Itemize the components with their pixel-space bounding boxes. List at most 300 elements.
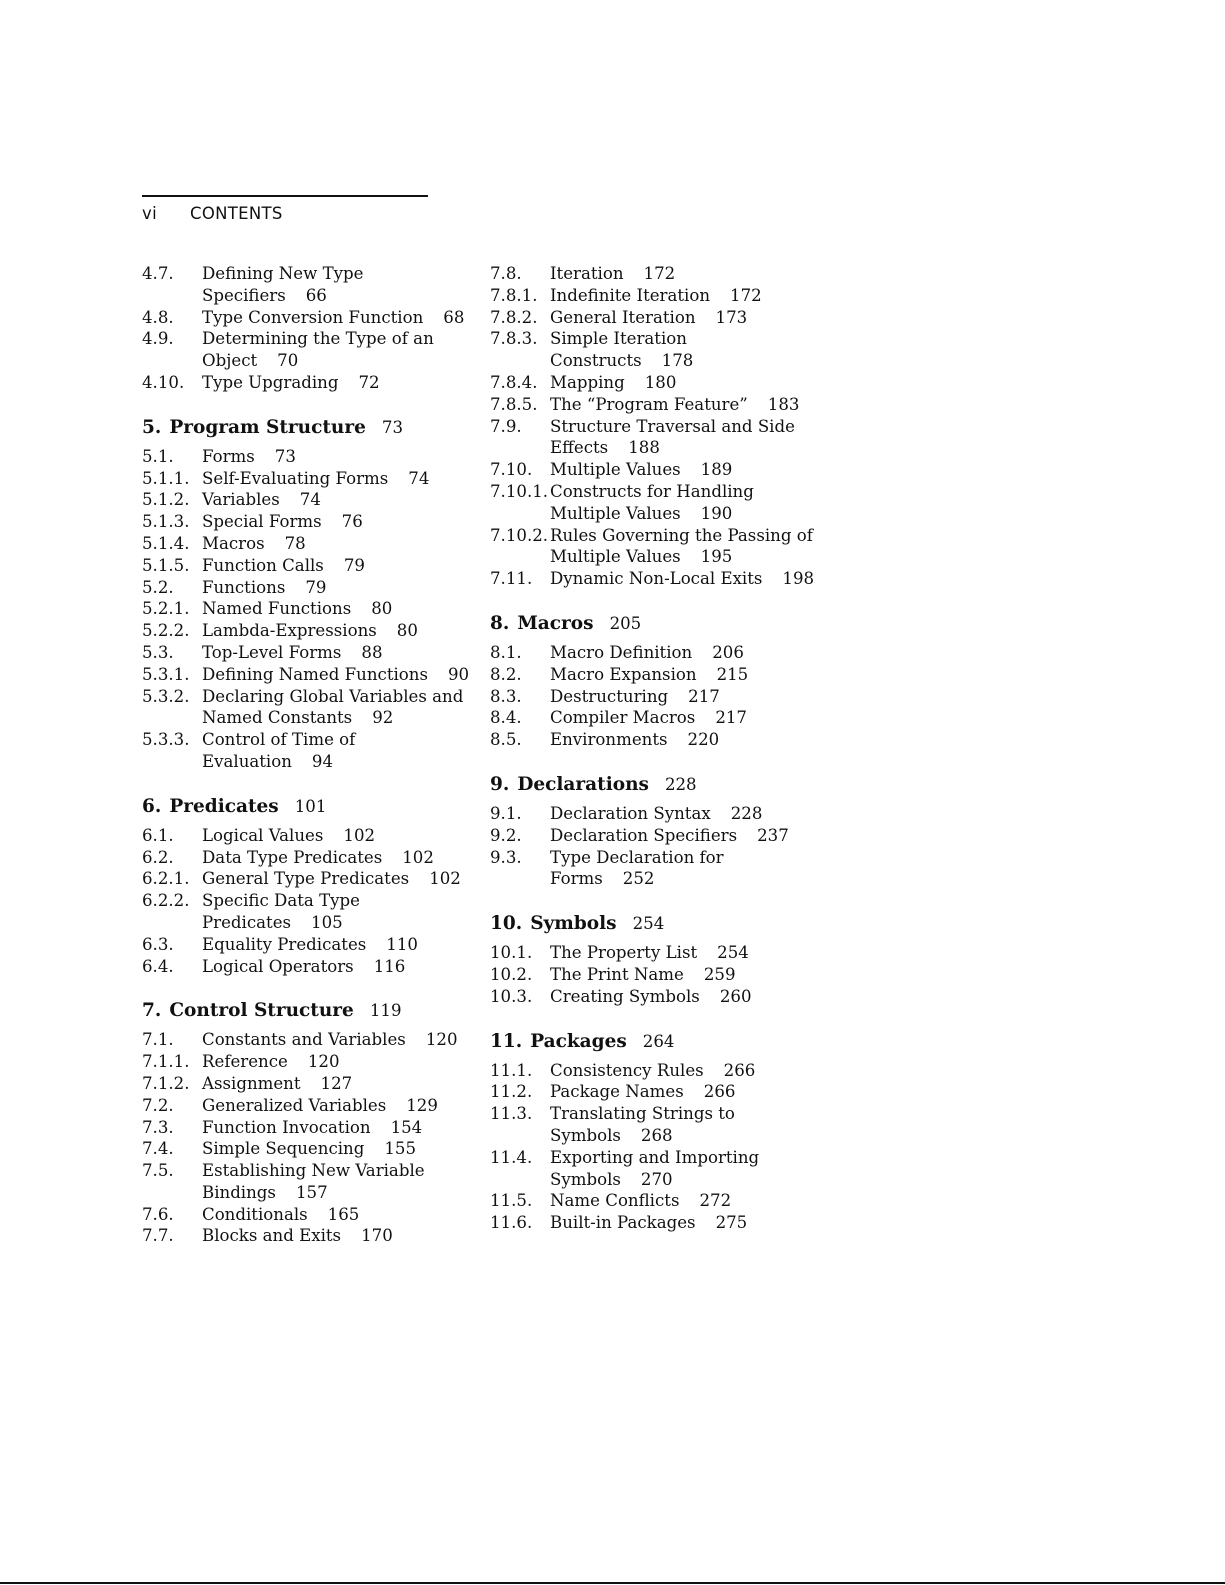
section-number: 11.2.: [490, 1082, 533, 1102]
section-text: [550, 307, 820, 329]
section-title: Self-Evaluating Forms: [202, 468, 389, 488]
section-page-number: 110: [386, 934, 418, 954]
section-number: 5.3.3.: [142, 730, 190, 750]
toc-entry[interactable]: [490, 481, 820, 525]
section-title: Control of Time of Evaluation: [202, 730, 356, 771]
section-page-number: 180: [644, 372, 677, 392]
section-number: 9.1.: [490, 803, 522, 823]
section-number: 8.3.: [490, 686, 522, 706]
section-number: 11.4.: [490, 1147, 533, 1167]
section-title: Determining the Type of an Object: [202, 329, 434, 371]
section-number: 4.8.: [142, 307, 174, 327]
section-number: 7.2.: [142, 1095, 174, 1115]
section-number: 5.2.: [142, 577, 174, 597]
section-page-number: 254: [717, 943, 749, 963]
chapter-page-number: 119: [369, 1001, 402, 1021]
section-text: [550, 394, 820, 416]
section-text: [202, 577, 472, 599]
section-number: 5.2.2.: [142, 621, 190, 641]
section-text: [202, 1029, 472, 1051]
toc-chapter-heading[interactable]: [490, 1030, 820, 1054]
section-page-number: 76: [341, 512, 363, 532]
section-title: Function Calls: [202, 555, 324, 575]
section-text: [550, 1103, 820, 1147]
section-text: [202, 511, 472, 533]
section-text: [202, 1160, 472, 1204]
section-text: [550, 285, 820, 307]
section-title: Dynamic Non-Local Exits: [550, 569, 763, 589]
toc-entry[interactable]: [142, 328, 472, 372]
toc-chapter-heading[interactable]: [490, 612, 820, 636]
section-title: Constructs for Handling Multiple Values: [550, 481, 754, 523]
section-number: 7.8.4.: [490, 372, 538, 392]
toc-entry[interactable]: [142, 890, 472, 934]
section-number: 5.3.2.: [142, 686, 190, 706]
section-number: 7.3.: [142, 1117, 174, 1137]
section-text: [550, 1190, 820, 1212]
section-text: [202, 890, 472, 934]
toc-entry[interactable]: [490, 1060, 820, 1082]
toc-entry[interactable]: [142, 1160, 472, 1204]
toc-entry[interactable]: [142, 664, 472, 686]
chapter-title: Declarations: [517, 773, 649, 795]
section-text: [550, 416, 820, 460]
toc-entry[interactable]: [142, 1073, 472, 1095]
section-text: [202, 307, 472, 329]
section-page-number: 266: [703, 1082, 736, 1102]
toc-entry[interactable]: [142, 620, 472, 642]
section-page-number: 220: [687, 730, 720, 750]
section-page-number: 155: [384, 1139, 417, 1159]
section-text: [202, 868, 472, 890]
section-page-number: 206: [712, 642, 744, 662]
section-number: 7.11.: [490, 569, 533, 589]
section-title: Type Declaration for Forms: [550, 847, 724, 889]
section-page-number: 79: [343, 555, 365, 575]
toc-entry[interactable]: [142, 1051, 472, 1073]
section-text: [550, 1147, 820, 1191]
toc-entry[interactable]: [142, 729, 472, 773]
toc-entry[interactable]: [490, 825, 820, 847]
toc-left-column: [142, 263, 472, 1247]
section-number: 7.8.1.: [490, 285, 538, 305]
section-text: [550, 459, 820, 481]
section-number: 7.5.: [142, 1161, 174, 1181]
section-text: [202, 489, 472, 511]
bottom-edge-rule: [0, 1582, 1225, 1584]
section-title: Multiple Values: [550, 460, 681, 480]
toc-entry[interactable]: [490, 964, 820, 986]
section-text: [550, 729, 820, 751]
toc-chapter-heading[interactable]: [490, 912, 820, 936]
section-page-number: 217: [715, 708, 747, 728]
section-page-number: 154: [390, 1117, 423, 1137]
section-page-number: 259: [703, 964, 736, 984]
section-title: Forms: [202, 446, 255, 466]
toc-entry[interactable]: [142, 686, 472, 730]
section-page-number: 120: [425, 1030, 458, 1050]
toc-entry[interactable]: [490, 1081, 820, 1103]
chapter-title: Program Structure: [169, 416, 366, 438]
section-text: [202, 1117, 472, 1139]
section-title: Package Names: [550, 1082, 684, 1102]
chapter-number: 6.: [142, 795, 162, 817]
toc-entry[interactable]: [490, 307, 820, 329]
section-number: 7.1.1.: [142, 1052, 190, 1072]
section-page-number: 217: [688, 686, 720, 706]
toc-entry[interactable]: [490, 394, 820, 416]
section-text: [202, 598, 472, 620]
toc-entry[interactable]: [142, 934, 472, 956]
toc-entry[interactable]: [490, 847, 820, 891]
section-number: 5.1.2.: [142, 490, 190, 510]
section-text: [550, 642, 820, 664]
toc-entry[interactable]: [490, 986, 820, 1008]
section-number: 11.3.: [490, 1104, 533, 1124]
section-title: Macro Definition: [550, 642, 693, 662]
toc-entry[interactable]: [142, 825, 472, 847]
section-number: 5.1.: [142, 446, 174, 466]
toc-entry[interactable]: [490, 263, 820, 285]
toc-entry[interactable]: [142, 511, 472, 533]
section-text: [202, 1073, 472, 1095]
section-text: [202, 1204, 472, 1226]
section-number: 7.1.2.: [142, 1073, 190, 1093]
chapter-page-number: 264: [642, 1031, 675, 1051]
section-text: [550, 986, 820, 1008]
section-title: Structure Traversal and Side Effects: [550, 416, 795, 458]
toc-entry[interactable]: [142, 446, 472, 468]
chapter-title: Symbols: [530, 913, 617, 935]
section-title: Name Conflicts: [550, 1191, 680, 1211]
section-page-number: 74: [299, 490, 321, 510]
chapter-number: 11.: [490, 1030, 523, 1052]
toc-entry[interactable]: [142, 642, 472, 664]
section-page-number: 88: [361, 642, 383, 662]
toc-entry[interactable]: [490, 1212, 820, 1234]
toc-entry[interactable]: [142, 1029, 472, 1051]
toc-chapter-heading[interactable]: [142, 795, 472, 819]
section-number: 11.1.: [490, 1060, 533, 1080]
section-page-number: 80: [396, 621, 418, 641]
toc-entry[interactable]: [490, 707, 820, 729]
section-title: Creating Symbols: [550, 986, 700, 1006]
section-number: 7.10.: [490, 460, 533, 480]
section-number: 6.2.: [142, 847, 174, 867]
section-page-number: 70: [277, 351, 299, 371]
section-text: [550, 942, 820, 964]
section-number: 7.8.: [490, 264, 522, 283]
section-page-number: 190: [700, 503, 733, 523]
toc-entry[interactable]: [142, 555, 472, 577]
section-page-number: 72: [358, 372, 380, 392]
section-title: Lambda-Expressions: [202, 621, 377, 641]
section-text: [202, 847, 472, 869]
section-page-number: 157: [295, 1182, 328, 1202]
section-page-number: 79: [305, 577, 327, 597]
section-title: Exporting and Importing Symbols: [550, 1147, 760, 1189]
section-number: 5.3.1.: [142, 664, 190, 684]
section-text: [550, 372, 820, 394]
toc-entry[interactable]: [142, 1138, 472, 1160]
section-title: Top-Level Forms: [202, 642, 342, 662]
toc-entry[interactable]: [142, 307, 472, 329]
section-title: The “Program Feature”: [550, 394, 748, 414]
chapter-page-number: 73: [381, 417, 404, 437]
section-number: 7.4.: [142, 1139, 174, 1159]
section-text: [202, 1051, 472, 1073]
chapter-title: Packages: [530, 1030, 627, 1052]
section-page-number: 188: [628, 438, 660, 458]
section-text: [550, 481, 820, 525]
section-number: 8.2.: [490, 664, 522, 684]
section-page-number: 102: [343, 825, 376, 845]
section-title: Macro Expansion: [550, 664, 697, 684]
section-page-number: 260: [719, 986, 752, 1006]
section-number: 10.1.: [490, 943, 533, 963]
section-title: Simple Sequencing: [202, 1139, 365, 1159]
section-text: [550, 664, 820, 686]
section-page-number: 165: [327, 1204, 360, 1224]
section-text: [550, 263, 820, 285]
toc-entry[interactable]: [142, 533, 472, 555]
chapter-title: Control Structure: [169, 1000, 354, 1022]
chapter-number: 5.: [142, 416, 162, 438]
section-text: [202, 729, 472, 773]
section-text: [550, 707, 820, 729]
section-page-number: 94: [311, 751, 334, 771]
toc-entry[interactable]: [142, 263, 472, 307]
section-number: 11.6.: [490, 1213, 533, 1233]
section-page-number: 170: [361, 1226, 393, 1246]
chapter-number: 9.: [490, 773, 510, 795]
section-number: 6.4.: [142, 956, 174, 976]
toc-chapter-heading[interactable]: [490, 773, 820, 797]
section-title: Compiler Macros: [550, 708, 696, 728]
section-title: Logical Operators: [202, 956, 354, 976]
section-title: Function Invocation: [202, 1117, 371, 1137]
section-title: Generalized Variables: [202, 1095, 387, 1115]
chapter-page-number: 254: [632, 914, 665, 934]
toc-entry[interactable]: [490, 285, 820, 307]
section-text: [202, 686, 472, 730]
section-title: Establishing New Variable Bindings: [202, 1161, 425, 1202]
toc-entry[interactable]: [490, 459, 820, 481]
section-number: 8.5.: [490, 730, 522, 750]
section-title: The Print Name: [550, 964, 684, 984]
chapter-page-number: 205: [609, 613, 642, 633]
section-number: 5.1.4.: [142, 533, 190, 553]
section-page-number: 120: [307, 1052, 340, 1072]
toc-entry[interactable]: [490, 803, 820, 825]
section-number: 7.6.: [142, 1204, 174, 1224]
section-text: [550, 803, 820, 825]
section-number: 5.1.3.: [142, 512, 190, 532]
section-text: [202, 328, 472, 372]
section-text: [550, 1081, 820, 1103]
section-page-number: 237: [757, 825, 789, 845]
section-page-number: 198: [782, 569, 815, 589]
toc-entry[interactable]: [142, 468, 472, 490]
section-page-number: 73: [274, 446, 296, 466]
section-number: 5.1.1.: [142, 468, 190, 488]
page-number: vi: [142, 204, 157, 223]
section-title: Built-in Packages: [550, 1213, 696, 1233]
section-number: 7.10.1.: [490, 481, 549, 501]
section-page-number: 78: [284, 533, 306, 553]
section-title: Indefinite Iteration: [550, 285, 711, 305]
toc-entry[interactable]: [490, 525, 820, 569]
toc-entry[interactable]: [142, 1204, 472, 1226]
section-text: [202, 825, 472, 847]
section-number: 4.10.: [142, 372, 185, 392]
section-text: [202, 1095, 472, 1117]
section-text: [202, 620, 472, 642]
section-page-number: 195: [700, 547, 733, 567]
section-page-number: 105: [311, 912, 343, 932]
running-title: CONTENTS: [190, 204, 283, 223]
toc-entry[interactable]: [490, 568, 820, 590]
section-number: 5.3.: [142, 642, 174, 662]
toc-entry[interactable]: [490, 1190, 820, 1212]
chapter-number: 8.: [490, 612, 510, 634]
section-number: 7.7.: [142, 1226, 174, 1246]
toc-entry[interactable]: [490, 686, 820, 708]
section-number: 6.1.: [142, 825, 174, 845]
section-title: Simple Iteration Constructs: [550, 329, 687, 371]
section-title: Defining New Type Specifiers: [202, 264, 364, 305]
toc-entry[interactable]: [490, 372, 820, 394]
toc-entry[interactable]: [490, 664, 820, 686]
toc-entry[interactable]: [142, 1225, 472, 1247]
section-number: 4.9.: [142, 329, 174, 349]
chapter-number: 10.: [490, 913, 523, 935]
section-number: 10.2.: [490, 964, 533, 984]
toc-entry[interactable]: [490, 729, 820, 751]
toc-entry[interactable]: [490, 1103, 820, 1147]
toc-entry[interactable]: [142, 1095, 472, 1117]
section-text: [202, 468, 472, 490]
section-number: 5.2.1.: [142, 599, 190, 619]
section-page-number: 102: [429, 869, 461, 889]
section-text: [202, 956, 472, 978]
toc-entry[interactable]: [490, 328, 820, 372]
chapter-title: Macros: [517, 612, 594, 634]
section-title: Conditionals: [202, 1204, 308, 1224]
toc-entry[interactable]: [142, 1117, 472, 1139]
toc-chapter-heading[interactable]: [142, 416, 472, 440]
section-title: Functions: [202, 577, 286, 597]
toc-right-column: [490, 263, 820, 1234]
section-page-number: 129: [406, 1095, 438, 1115]
section-title: Equality Predicates: [202, 934, 367, 954]
section-title: Mapping: [550, 372, 625, 392]
toc-entry[interactable]: [142, 598, 472, 620]
section-page-number: 68: [443, 307, 465, 327]
toc-entry[interactable]: [142, 868, 472, 890]
header-rule: [142, 195, 428, 197]
section-number: 9.2.: [490, 825, 522, 845]
section-text: [550, 1212, 820, 1234]
section-page-number: 92: [372, 708, 394, 728]
section-page-number: 215: [716, 664, 749, 684]
section-title: General Iteration: [550, 307, 696, 327]
chapter-page-number: 101: [294, 796, 327, 816]
toc-entry[interactable]: [490, 416, 820, 460]
section-page-number: 102: [402, 847, 434, 867]
section-title: Special Forms: [202, 512, 322, 532]
section-title: General Type Predicates: [202, 869, 410, 889]
section-page-number: 270: [640, 1169, 673, 1189]
section-title: Reference: [202, 1052, 288, 1072]
section-page-number: 80: [371, 599, 393, 619]
toc-entry[interactable]: [142, 577, 472, 599]
toc-entry[interactable]: [142, 489, 472, 511]
section-text: [550, 825, 820, 847]
section-number: 6.2.2.: [142, 891, 190, 911]
section-number: 7.9.: [490, 416, 522, 436]
section-text: [202, 934, 472, 956]
section-title: Rules Governing the Passing of Multiple Values: [550, 525, 813, 567]
section-page-number: 252: [622, 869, 655, 889]
chapter-page-number: 228: [664, 774, 697, 794]
section-title: Consistency Rules: [550, 1060, 704, 1080]
section-title: Named Functions: [202, 599, 352, 619]
section-title: Declaration Syntax: [550, 803, 711, 823]
toc-entry[interactable]: [490, 942, 820, 964]
toc-entry[interactable]: [490, 642, 820, 664]
section-page-number: 116: [373, 956, 406, 976]
section-text: [202, 263, 472, 307]
section-number: 7.8.2.: [490, 307, 538, 327]
toc-entry[interactable]: [142, 956, 472, 978]
section-number: 8.1.: [490, 642, 522, 662]
section-number: 6.2.1.: [142, 869, 190, 889]
toc-entry[interactable]: [490, 1147, 820, 1191]
section-page-number: 189: [700, 460, 733, 480]
section-number: 10.3.: [490, 986, 533, 1006]
section-title: Assignment: [202, 1073, 301, 1093]
section-title: Macros: [202, 533, 265, 553]
section-number: 6.3.: [142, 934, 174, 954]
section-text: [202, 642, 472, 664]
section-title: Variables: [202, 490, 280, 510]
section-title: Defining Named Functions: [202, 664, 428, 684]
section-number: 11.5.: [490, 1191, 533, 1211]
section-title: Translating Strings to Symbols: [550, 1104, 735, 1145]
section-text: [550, 328, 820, 372]
chapter-title: Predicates: [169, 795, 279, 817]
toc-entry[interactable]: [142, 847, 472, 869]
running-header: [142, 204, 283, 223]
section-page-number: 172: [643, 264, 676, 283]
toc-chapter-heading[interactable]: [142, 999, 472, 1023]
section-number: 4.7.: [142, 264, 174, 283]
section-text: [550, 964, 820, 986]
section-page-number: 183: [767, 394, 800, 414]
section-number: 7.1.: [142, 1030, 174, 1050]
toc-entry[interactable]: [142, 372, 472, 394]
chapter-number: 7.: [142, 1000, 162, 1022]
section-number: 8.4.: [490, 708, 522, 728]
section-page-number: 90: [448, 664, 470, 684]
section-number: 9.3.: [490, 847, 522, 867]
section-title: Declaring Global Variables and Named Constants: [202, 686, 464, 728]
section-title: The Property List: [550, 943, 698, 963]
section-page-number: 66: [305, 285, 327, 305]
section-page-number: 178: [661, 351, 694, 371]
section-page-number: 127: [320, 1073, 353, 1093]
